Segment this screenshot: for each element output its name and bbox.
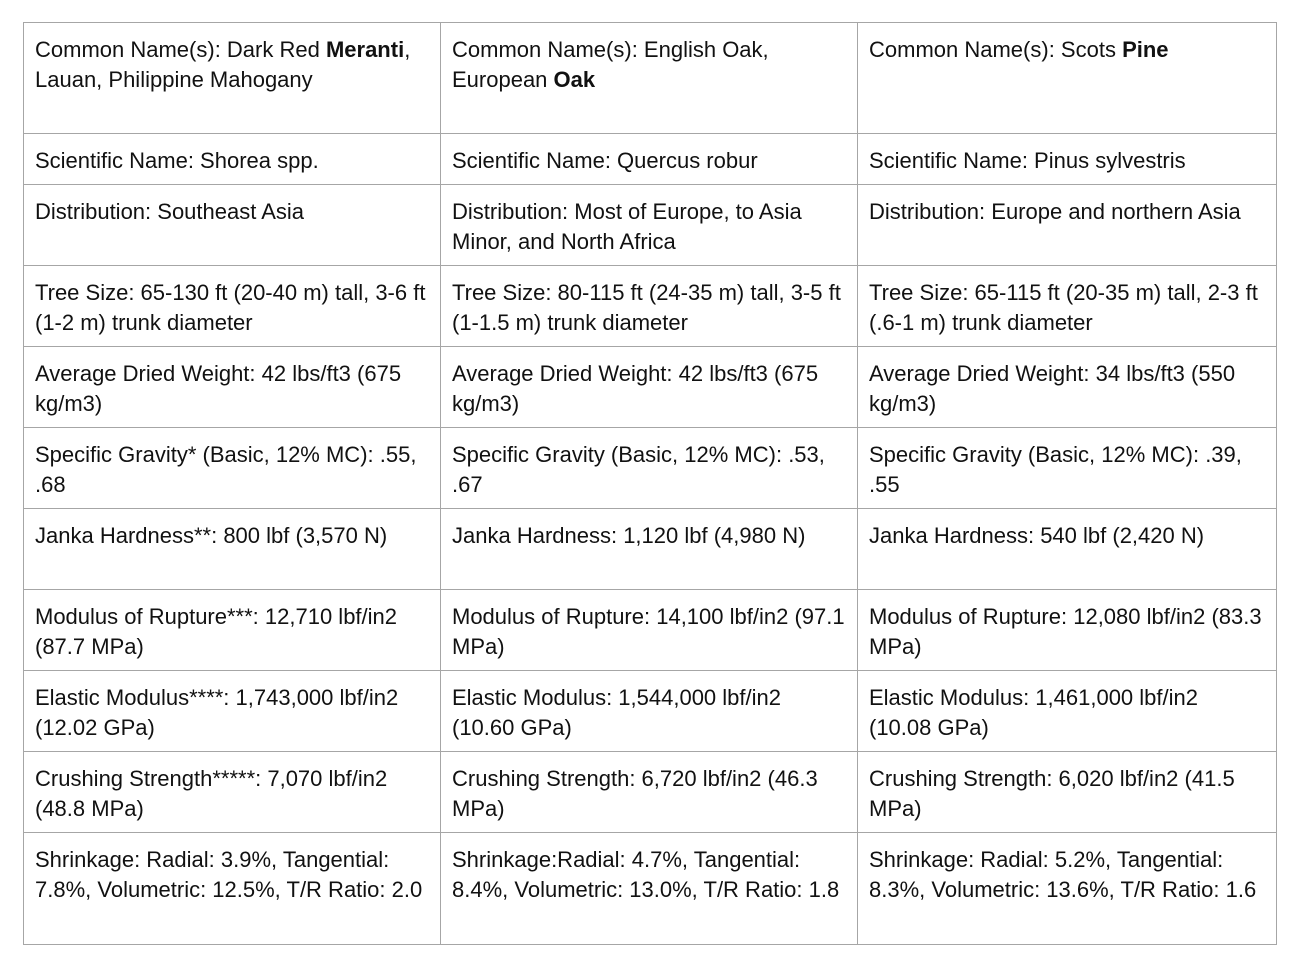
cell-scientific-name: Scientific Name: Quercus robur — [441, 134, 858, 185]
cell-specific-gravity: Specific Gravity (Basic, 12% MC): .53, .67 — [441, 428, 858, 509]
cell-specific-gravity: Specific Gravity* (Basic, 12% MC): .55, .68 — [24, 428, 441, 509]
wood-comparison-table — [23, 22, 1277, 945]
row-distribution — [24, 185, 1277, 266]
cell-modulus-of-rupture: Modulus of Rupture***: 12,710 lbf/in2 (87.7 MPa) — [24, 590, 441, 671]
row-modulus-of-rupture — [24, 590, 1277, 671]
cell-distribution: Distribution: Europe and northern Asia — [858, 185, 1277, 266]
common-name-prefix: Common Name(s): Dark Red — [35, 37, 326, 62]
cell-modulus-of-rupture: Modulus of Rupture: 12,080 lbf/in2 (83.3 MPa) — [858, 590, 1277, 671]
cell-modulus-of-rupture: Modulus of Rupture: 14,100 lbf/in2 (97.1 MPa) — [441, 590, 858, 671]
common-name-bold: Meranti — [325, 37, 405, 62]
row-scientific-name — [24, 134, 1277, 185]
cell-elastic-modulus: Elastic Modulus: 1,461,000 lbf/in2 (10.08 GPa) — [858, 671, 1277, 752]
row-janka-hardness — [24, 509, 1277, 590]
cell-crushing-strength: Crushing Strength*****: 7,070 lbf/in2 (48.8 MPa) — [24, 752, 441, 833]
cell-tree-size: Tree Size: 80-115 ft (24-35 m) tall, 3-5 ft (1-1.5 m) trunk diameter — [441, 266, 858, 347]
cell-janka-hardness: Janka Hardness**: 800 lbf (3,570 N) — [24, 509, 441, 590]
cell-specific-gravity: Specific Gravity (Basic, 12% MC): .39, .55 — [858, 428, 1277, 509]
cell-dried-weight: Average Dried Weight: 42 lbs/ft3 (675 kg/m3) — [24, 347, 441, 428]
cell-elastic-modulus: Elastic Modulus: 1,544,000 lbf/in2 (10.60 GPa) — [441, 671, 858, 752]
common-name-prefix: Common Name(s): English Oak, European — [452, 37, 769, 92]
cell-tree-size: Tree Size: 65-115 ft (20-35 m) tall, 2-3 ft (.6-1 m) trunk diameter — [858, 266, 1277, 347]
cell-dried-weight: Average Dried Weight: 34 lbs/ft3 (550 kg/m3) — [858, 347, 1277, 428]
cell-janka-hardness: Janka Hardness: 1,120 lbf (4,980 N) — [441, 509, 858, 590]
cell-common-name — [24, 23, 441, 134]
row-common-name — [24, 23, 1277, 134]
row-tree-size — [24, 266, 1277, 347]
cell-common-name — [441, 23, 858, 134]
cell-dried-weight: Average Dried Weight: 42 lbs/ft3 (675 kg/m3) — [441, 347, 858, 428]
common-name-bold: Oak — [553, 67, 596, 92]
common-name-bold: Pine — [1122, 37, 1169, 62]
cell-distribution: Distribution: Southeast Asia — [24, 185, 441, 266]
cell-common-name — [858, 23, 1277, 134]
row-dried-weight — [24, 347, 1277, 428]
cell-tree-size: Tree Size: 65-130 ft (20-40 m) tall, 3-6 ft (1-2 m) trunk diameter — [24, 266, 441, 347]
cell-crushing-strength: Crushing Strength: 6,720 lbf/in2 (46.3 MPa) — [441, 752, 858, 833]
row-specific-gravity — [24, 428, 1277, 509]
row-shrinkage — [24, 833, 1277, 945]
common-name-prefix: Common Name(s): Scots — [869, 37, 1123, 62]
cell-janka-hardness: Janka Hardness: 540 lbf (2,420 N) — [858, 509, 1277, 590]
cell-shrinkage: Shrinkage:Radial: 4.7%, Tangential: 8.4%, Volumetric: 13.0%, T/R Ratio: 1.8 — [441, 833, 858, 945]
cell-scientific-name: Scientific Name: Shorea spp. — [24, 134, 441, 185]
common-name-suffix: , Lauan, Philippine Mahogany — [35, 37, 411, 92]
cell-shrinkage: Shrinkage: Radial: 5.2%, Tangential: 8.3%, Volumetric: 13.6%, T/R Ratio: 1.6 — [858, 833, 1277, 945]
cell-shrinkage: Shrinkage: Radial: 3.9%, Tangential: 7.8%, Volumetric: 12.5%, T/R Ratio: 2.0 — [24, 833, 441, 945]
cell-elastic-modulus: Elastic Modulus****: 1,743,000 lbf/in2 (12.02 GPa) — [24, 671, 441, 752]
cell-crushing-strength: Crushing Strength: 6,020 lbf/in2 (41.5 MPa) — [858, 752, 1277, 833]
row-crushing-strength — [24, 752, 1277, 833]
cell-scientific-name: Scientific Name: Pinus sylvestris — [858, 134, 1277, 185]
row-elastic-modulus — [24, 671, 1277, 752]
cell-distribution: Distribution: Most of Europe, to Asia Minor, and North Africa — [441, 185, 858, 266]
